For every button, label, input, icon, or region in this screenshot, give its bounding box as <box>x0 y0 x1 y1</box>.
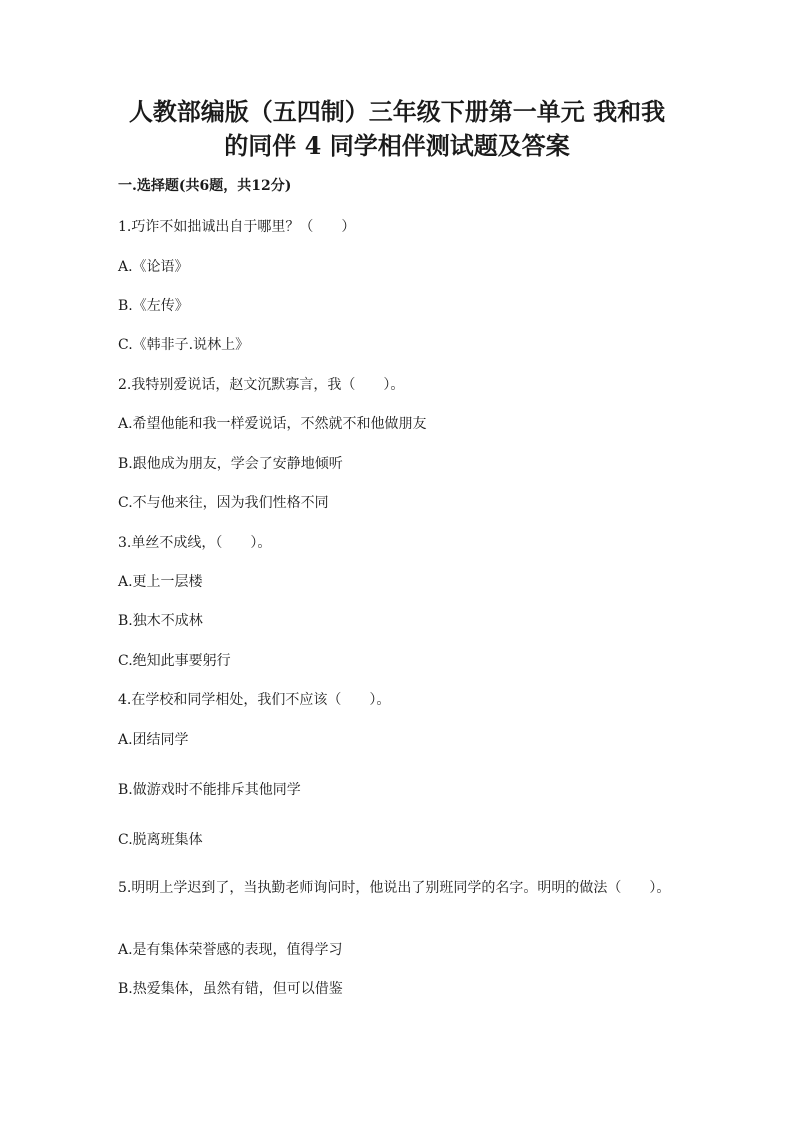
question-4-option-c: C.脱离班集体 <box>118 832 203 848</box>
question-3-option-a: A.更上一层楼 <box>118 574 203 590</box>
question-1-option-a: A.《论语》 <box>118 259 189 275</box>
question-1-stem: 1.巧诈不如拙诚出自于哪里？（ ） <box>118 219 356 235</box>
question-4-option-b: B.做游戏时不能排斥其他同学 <box>118 782 301 798</box>
question-2-stem: 2.我特别爱说话，赵文沉默寡言，我（ ）。 <box>118 377 405 393</box>
question-5-option-b: B.热爱集体，虽然有错，但可以借鉴 <box>118 981 343 997</box>
section-heading: 一.选择题(共6题，共12分) <box>118 178 292 194</box>
question-4-stem: 4.在学校和同学相处，我们不应该（ ）。 <box>118 692 391 708</box>
question-3-option-c: C.绝知此事要躬行 <box>118 653 231 669</box>
document-title-line-1: 人教部编版（五四制）三年级下册第一单元 我和我 <box>128 97 666 126</box>
question-1-option-c: C.《韩非子.说林上》 <box>118 337 250 353</box>
question-3-stem: 3.单丝不成线，（ ）。 <box>118 535 272 551</box>
question-5-stem: 5.明明上学迟到了，当执勤老师询问时，他说出了别班同学的名字。明明的做法（ ）。 <box>118 880 671 896</box>
question-3-option-b: B.独木不成林 <box>118 613 203 629</box>
question-2-option-a: A.希望他能和我一样爱说话，不然就不和他做朋友 <box>118 416 427 432</box>
question-1-option-b: B.《左传》 <box>118 298 189 314</box>
document-title-line-2: 的同伴 4 同学相伴测试题及答案 <box>224 131 570 160</box>
question-2-option-b: B.跟他成为朋友，学会了安静地倾听 <box>118 456 343 472</box>
question-5-option-a: A.是有集体荣誉感的表现，值得学习 <box>118 942 343 958</box>
question-2-option-c: C.不与他来往，因为我们性格不同 <box>118 495 329 511</box>
question-4-option-a: A.团结同学 <box>118 732 189 748</box>
